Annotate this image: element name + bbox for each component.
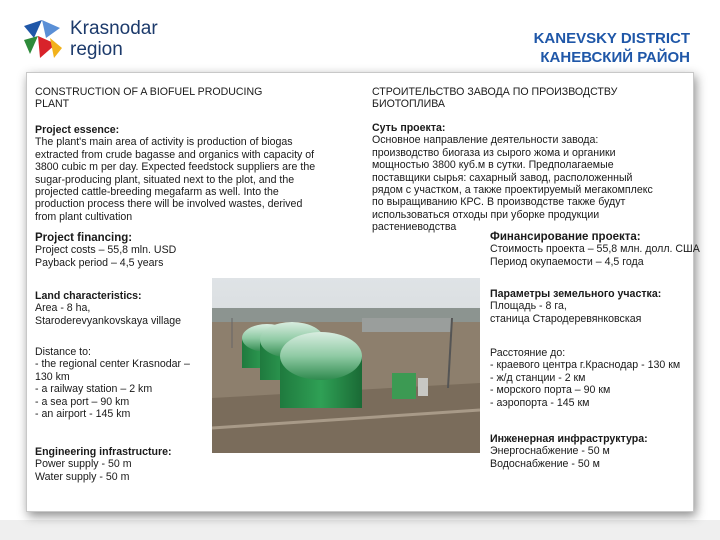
heading-ru [372,86,617,111]
financing-line: Период окупаемости – 4,5 года [490,255,644,268]
land-line: станица Стародеревянковская [490,312,642,325]
biogas-plant-photo [212,278,480,453]
distance-line: Расстояние до: [490,347,566,359]
distance-line: - the regional center Krasnodar – [35,358,190,371]
logo-line-2: region [70,39,123,60]
essence-line: projected cattle-breeding megafarm as well. Into the [35,186,279,199]
essence-line: 3800 cubic m per day. Expected feedstock suppliers are the [35,161,316,174]
distance-line: - морского порта – 90 км [490,384,611,397]
essence-line: production process there will be involved wastes, derived [35,198,303,211]
essence-line: from plant cultivation [35,210,133,223]
district-title-en: KANEVSKY DISTRICT [533,30,690,47]
financing-line: Project costs – 55,8 mln. USD [35,244,177,257]
krasnodar-region-logo [20,16,160,62]
essence-line: рядом с участком, а также проектируемый мегакомплекс [372,184,653,197]
land-characteristics-en [35,290,181,327]
distance-line: 130 km [35,370,70,383]
essence-line: Основное направление деятельности завода: [372,134,599,147]
logo-mark-icon [20,18,64,62]
logo-line-1: Krasnodar [70,18,158,39]
financing-line: Payback period – 4,5 years [35,256,164,269]
essence-line: использоваться отходы при уборке продукции [372,208,600,221]
essence-line: The plant's main area of activity is production of biogas [35,136,293,149]
heading-en [35,86,262,111]
essence-line: по выращиванию КРС. В производстве также будут [372,196,626,209]
financing-line: Стоимость проекта – 55,8 млн. долл. США [490,243,700,256]
project-financing-label-en: Project financing: [35,232,133,244]
land-line: Area - 8 ha, [35,302,91,315]
essence-line: мощностью 3800 куб.м в сутки. Предполагаемые [372,159,614,172]
heading-en-line: CONSTRUCTION OF A BIOFUEL PRODUCING [35,86,263,98]
distance-line: - краевого центра г.Краснодар - 130 км [490,359,681,372]
project-essence-ru [372,122,653,234]
infra-label-ru: Инженерная инфраструктура: [490,433,648,445]
infra-line: Энергоснабжение - 50 м [490,445,610,458]
district-title-ru: КАНЕВСКИЙ РАЙОН [540,49,690,66]
land-label-ru: Параметры земельного участка: [490,288,662,300]
project-financing-ru [490,231,700,268]
project-financing-en [35,232,176,269]
essence-line: производство биогаза из сырого жома и органики [372,146,616,159]
project-financing-label-ru: Финансирование проекта: [490,231,641,243]
distance-line: - a sea port – 90 km [35,395,130,408]
distance-en [35,346,190,420]
land-line: Площадь - 8 га, [490,300,567,313]
distance-line: Distance to: [35,346,91,358]
land-characteristics-ru [490,288,661,325]
heading-en-line: PLANT [35,98,70,111]
distance-line: - аэропорта - 145 км [490,396,590,409]
project-essence-label-en: Project essence: [35,124,120,136]
distance-line: - an airport - 145 km [35,408,131,421]
heading-ru-line: БИОТОПЛИВА [372,98,446,111]
infra-line: Водоснабжение - 50 м [490,457,600,470]
infra-line: Water supply - 50 m [35,470,130,483]
project-essence-en [35,124,315,223]
distance-line: - ж/д станции - 2 км [490,371,586,384]
infra-line: Power supply - 50 m [35,458,132,471]
land-line: Staroderevyankovskaya village [35,314,182,327]
distance-line: - a railway station – 2 km [35,383,153,396]
project-essence-label-ru: Суть проекта: [372,122,446,134]
distance-ru [490,347,680,409]
essence-line: sugar-producing plant, situated next to the plot, and the [35,173,295,186]
bottom-strip [0,520,720,540]
infra-label-en: Engineering infrastructure: [35,446,172,458]
essence-line: extracted from crude bagasse and organics with capacity of [35,148,315,161]
essence-line: поставщики сырья: сахарный завод, расположенный [372,171,633,184]
heading-ru-line: СТРОИТЕЛЬСТВО ЗАВОДА ПО ПРОИЗВОДСТВУ [372,86,618,98]
essence-line: растениеводства [372,221,457,234]
infrastructure-en [35,446,172,483]
land-label-en: Land characteristics: [35,290,142,302]
infrastructure-ru [490,433,648,470]
